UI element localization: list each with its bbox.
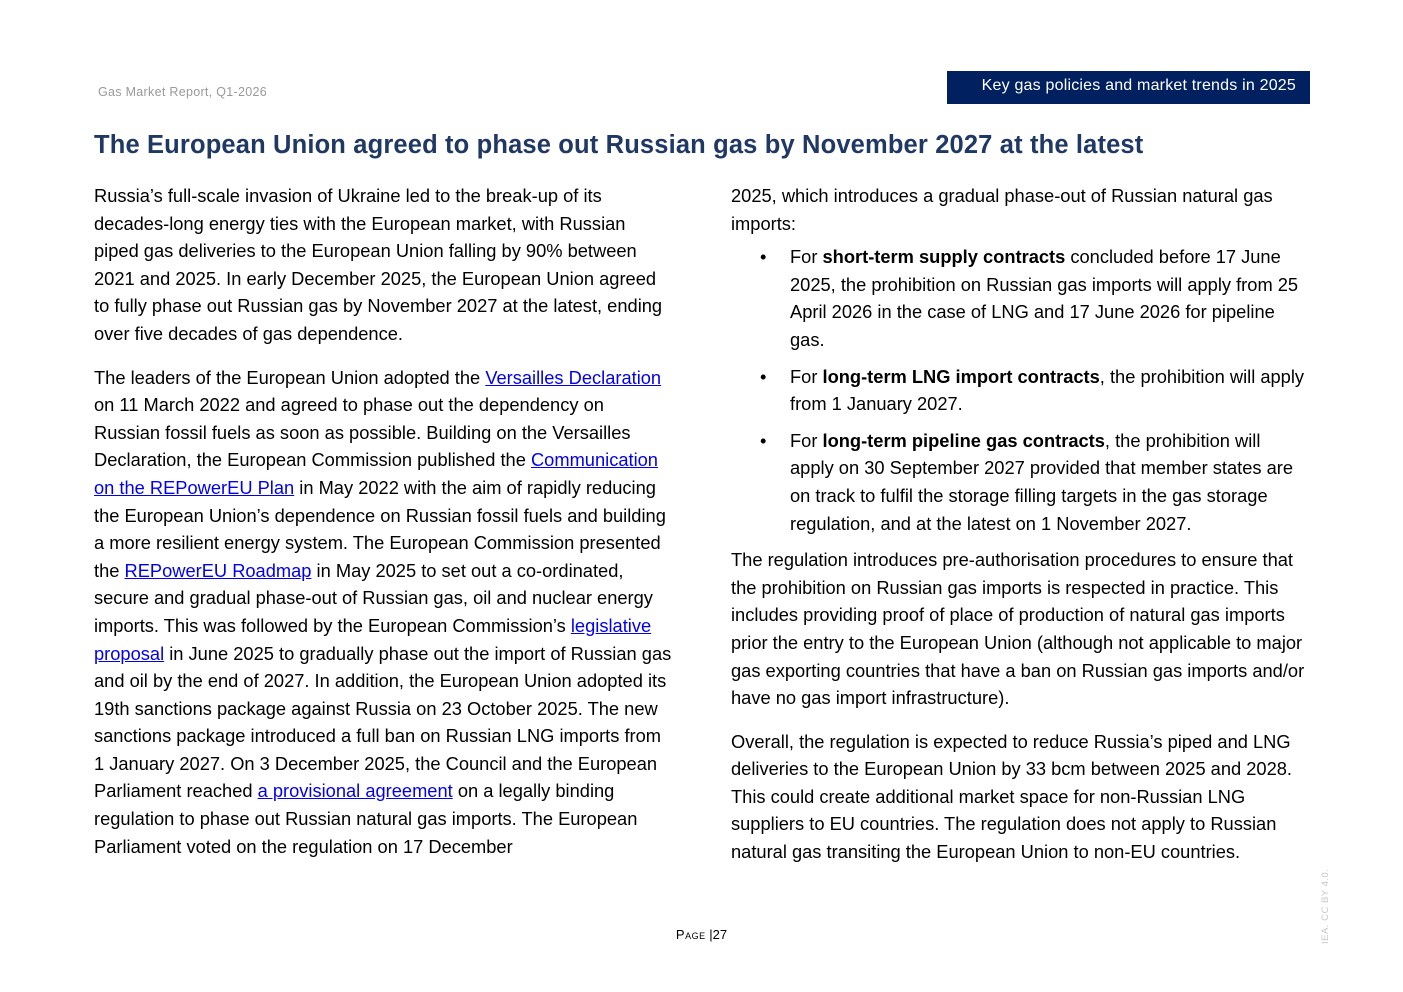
text-segment: on 11 March 2022 and agreed to phase out the dependency on Russian fossil fuels as soon as possible. Building on the Versailles Declaration, the European Commission published the [94,394,631,471]
bold-text: short-term supply contracts [822,246,1066,268]
text-segment: , the prohibition will apply from 1 January 2027. [790,365,1305,415]
text-segment: Overall, the regulation is expected to reduce Russia’s piped and LNG deliveries to the European Union by 33 bcm between 2025 and 2028. This could create additional market space for non-Russian LNG suppliers to EU countries. The regulation does not apply to Russian natural gas transiting the European Union to non-EU countries. [731,730,1293,863]
page-title: The European Union agreed to phase out Russian gas by November 2027 at the latest [94,131,1144,159]
bold-text: long-term pipeline gas contracts [822,429,1105,451]
text-segment: , the prohibition will apply on 30 September 2027 provided that member states are on track to fulfil the storage filling targets in the gas storage regulation, and at the latest on 1 November 2027. [790,429,1294,534]
bullet-list [731,243,1309,537]
paragraph [94,182,674,348]
bullet-item [790,427,1309,537]
paragraph [731,728,1309,866]
bullet-item [790,243,1309,353]
inline-link[interactable]: a provisional agreement [257,780,453,802]
page-number: 27 [712,927,728,942]
text-segment: on a legally binding regulation to phase out Russian natural gas imports. The European Parliament voted on the regulation on 17 December [94,780,638,857]
text-segment: The regulation introduces pre-authorisation procedures to ensure that the prohibition on Russian gas imports is respected in practice. This includes providing proof of place of production of natural gas imports prior the entry to the European Union (although not applicable to major gas exporting countries that have a ban on Russian gas imports and/or have no gas import infrastructure). [731,549,1305,709]
inline-link[interactable]: REPowerEU Roadmap [124,559,312,581]
bold-text: long-term LNG import contracts [822,365,1100,387]
inline-link[interactable]: Versailles Declaration [485,366,662,388]
page-label: Page [675,927,706,942]
section-banner: Key gas policies and market trends in 2025 [947,71,1310,104]
inline-link[interactable]: legislative proposal [94,614,652,664]
page-separator: | [709,927,713,942]
text-segment: in June 2025 to gradually phase out the import of Russian gas and oil by the end of 2027. In addition, the European Union adopted its 19th sanctions package against Russia on 23 October 2025. The new sanctions package introduced a full ban on Russian LNG imports from 1 January 2027. On 3 December 2025, the Council and the European Parliament reached [94,642,672,802]
text-segment: 2025, which introduces a gradual phase-out of Russian natural gas imports: [731,185,1273,234]
text-segment: Russia’s full-scale invasion of Ukraine led to the break-up of its decades-long energy ties with the European market, with Russian piped gas deliveries to the European Union falling by 90% between 2021 and 2025. In early December 2025, the European Union agreed to fully phase out Russian gas by November 2027 at the latest, ending over five decades of gas dependence. [94,185,663,344]
report-name: Gas Market Report, Q1-2026 [98,85,267,99]
text-segment: For [790,429,823,451]
text-segment: in May 2022 with the aim of rapidly reducing the European Union’s dependence on Russian fossil fuels and building a more resilient energy system. The European Commission presented the [94,476,666,581]
text-segment: For [790,246,823,268]
paragraph [731,546,1309,712]
bullet-item [790,363,1309,418]
text-segment: For [790,365,823,387]
page-footer [0,927,1403,942]
text-segment: in May 2025 to set out a co-ordinated, secure and gradual phase-out of Russian gas, oil and nuclear energy imports. This was followed by the European Commission’s [94,559,653,636]
left-column [94,182,674,876]
paragraph [731,182,1309,237]
text-segment: concluded before 17 June 2025, the prohibition on Russian gas imports will apply from 25 April 2026 in the case of LNG and 17 June 2026 for pipeline gas. [790,246,1299,350]
right-column [731,182,1309,882]
text-segment: The leaders of the European Union adopted the [94,366,486,388]
paragraph [94,364,674,861]
license-note: IEA. CC BY 4.0. [1320,868,1331,944]
inline-link[interactable]: Communication on the REPowerEU Plan [94,449,658,498]
